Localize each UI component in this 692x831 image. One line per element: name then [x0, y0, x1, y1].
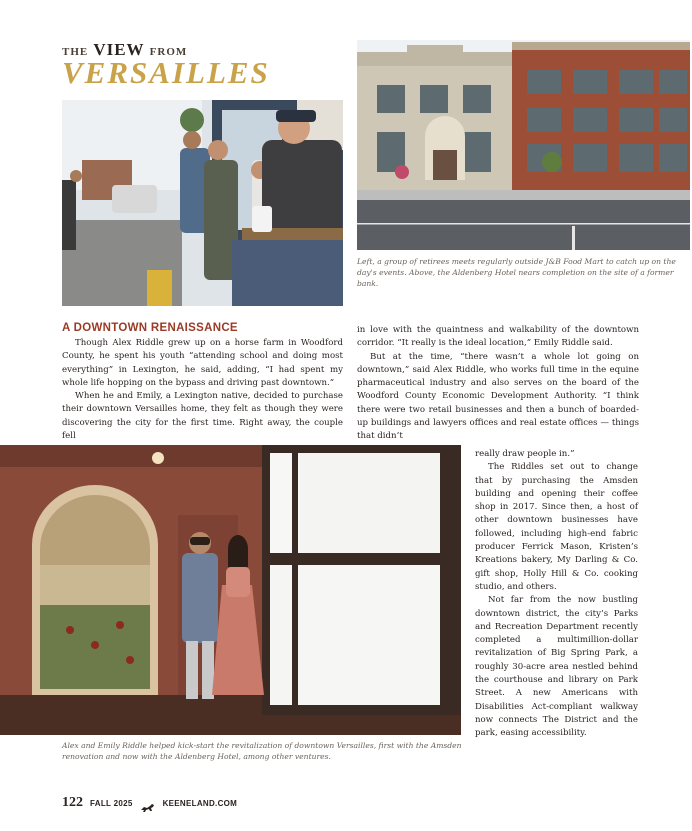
paragraph: really draw people in.”: [475, 449, 575, 459]
paragraph: Though Alex Riddle grew up on a horse farm in Woodford County, he spent his youth “attending school and doing most everything” in Lexington, he said, adding, “I had spent my whole life hopping on the bypass and driving past downtown.”: [62, 338, 343, 388]
site-label: KEENELAND.COM: [162, 798, 238, 808]
page-number: 122: [62, 795, 83, 810]
masthead-from: FROM: [149, 46, 188, 58]
issue-label: FALL 2025: [90, 798, 133, 808]
photo-riddle-couple: [0, 445, 461, 735]
masthead-view: VIEW: [93, 40, 145, 59]
masthead-place: VERSAILLES: [62, 55, 270, 90]
article-column-2-top: [357, 324, 639, 444]
caption-bottom: Alex and Emily Riddle helped kick-start the revitalization of downtown Versailles, first with the Amsden renovation and now with the Aldenberg Hotel, among other ventures.: [62, 741, 462, 761]
article-column-1: [62, 337, 343, 443]
paragraph: in love with the quaintness and walkability of the downtown corridor. “It really is the ideal location,” Emily Riddle said.: [357, 325, 639, 349]
section-heading: A DOWNTOWN RENAISSANCE: [62, 322, 238, 334]
caption-top: Left, a group of retirees meets regularly outside J&B Food Mart to catch up on the day's events. Above, the Aldenberg Hotel nears completion on the site of a former bank.: [357, 257, 676, 288]
photo-retirees: [62, 100, 343, 306]
photo-aldenberg-hotel: [357, 40, 690, 250]
paragraph: When he and Emily, a Lexington native, decided to purchase their downtown Versailles home, they felt as though they were discovering the city for the first time. Right away, the couple fell: [62, 391, 343, 442]
paragraph: Not far from the now bustling downtown district, the city’s Parks and Recreation Department recently completed a multimillion-dollar revitalization of Big Spring Park, a roughly 30-acre area nestled behind the courthouse and library on Park Street. A new Americans with Disabilities Act-compliant walkway now connects The District and the park, easing accessibility.: [475, 595, 638, 739]
paragraph: But at the time, “there wasn’t a whole lot going on downtown,” said Alex Riddle, who works full time in the equine pharmaceutical industry and also serves on the board of the Woodford County Economic Development Authority. “I think there were two retail businesses and then a bunch of boarded-up buildings and lawyers offices and real estate offices — things that didn’t: [357, 351, 639, 442]
article-column-2-bottom: [475, 448, 638, 741]
masthead: [62, 40, 352, 88]
horse-icon: [140, 798, 156, 808]
masthead-the: THE: [62, 46, 89, 58]
page-footer: [62, 795, 237, 811]
paragraph: The Riddles set out to change that by purchasing the Amsden building and opening their coffee shop in 2017. Since then, a host of other downtown businesses have followed, including high-end fabric producer Ferrick Mason, Kristen’s Kreations bakery, My Darling & Co. gift shop, Holly Hill & Co. cooking studio, and others.: [475, 462, 638, 592]
